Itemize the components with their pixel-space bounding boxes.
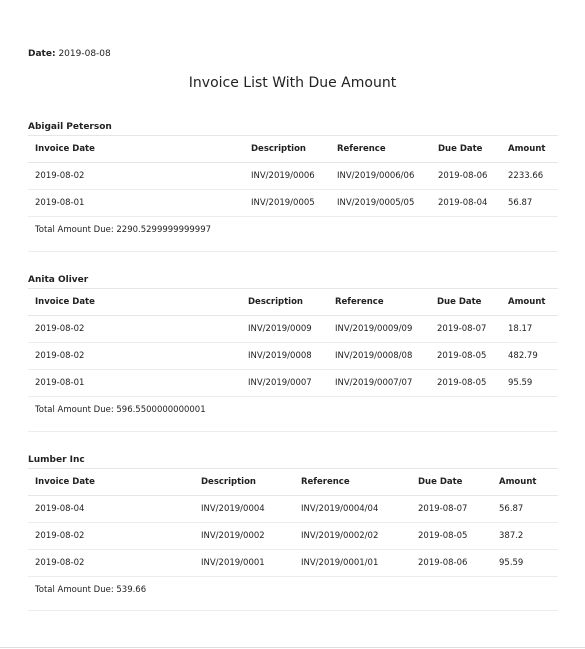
table-row <box>28 496 558 523</box>
table-row <box>28 370 558 397</box>
col-due-date: Due Date <box>430 289 501 316</box>
cell-due-date: 2019-08-04 <box>431 190 501 217</box>
cell-due-date: 2019-08-05 <box>430 370 501 397</box>
total-amount-due: Total Amount Due: 539.66 <box>35 585 147 595</box>
cell-description: INV/2019/0001 <box>194 550 294 577</box>
cell-reference: INV/2019/0006/06 <box>330 163 431 190</box>
invoice-table <box>28 135 558 243</box>
cell-amount: 482.79 <box>501 343 558 370</box>
total-row <box>28 217 558 244</box>
table-row <box>28 316 558 343</box>
customer-name: Abigail Peterson <box>28 122 112 132</box>
date-value: 2019-08-08 <box>58 49 111 59</box>
col-due-date: Due Date <box>431 136 501 163</box>
cell-due-date: 2019-08-06 <box>411 550 492 577</box>
col-reference: Reference <box>294 469 411 496</box>
report-date <box>28 49 111 59</box>
cell-invoice-date: 2019-08-01 <box>28 370 241 397</box>
col-description: Description <box>244 136 330 163</box>
col-amount: Amount <box>492 469 558 496</box>
cell-amount: 95.59 <box>501 370 558 397</box>
cell-amount: 2233.66 <box>501 163 558 190</box>
cell-invoice-date: 2019-08-01 <box>28 190 244 217</box>
cell-invoice-date: 2019-08-02 <box>28 523 194 550</box>
total-row <box>28 577 558 604</box>
cell-description: INV/2019/0002 <box>194 523 294 550</box>
table-row <box>28 163 558 190</box>
cell-invoice-date: 2019-08-04 <box>28 496 194 523</box>
table-row <box>28 523 558 550</box>
section-divider <box>28 251 558 252</box>
cell-reference: INV/2019/0007/07 <box>328 370 430 397</box>
col-reference: Reference <box>330 136 431 163</box>
cell-due-date: 2019-08-06 <box>431 163 501 190</box>
cell-description: INV/2019/0006 <box>244 163 330 190</box>
cell-invoice-date: 2019-08-02 <box>28 163 244 190</box>
section-divider <box>28 610 558 611</box>
date-label: Date: <box>28 49 56 59</box>
col-amount: Amount <box>501 136 558 163</box>
customer-name: Anita Oliver <box>28 275 89 285</box>
cell-reference: INV/2019/0004/04 <box>294 496 411 523</box>
col-invoice-date: Invoice Date <box>28 289 241 316</box>
col-invoice-date: Invoice Date <box>28 136 244 163</box>
cell-due-date: 2019-08-05 <box>430 343 501 370</box>
cell-reference: INV/2019/0009/09 <box>328 316 430 343</box>
page-title: Invoice List With Due Amount <box>188 75 397 91</box>
total-amount-due: Total Amount Due: 2290.5299999999997 <box>35 225 212 235</box>
cell-description: INV/2019/0007 <box>241 370 328 397</box>
cell-reference: INV/2019/0001/01 <box>294 550 411 577</box>
cell-amount: 56.87 <box>492 496 558 523</box>
table-row <box>28 190 558 217</box>
cell-amount: 387.2 <box>492 523 558 550</box>
cell-invoice-date: 2019-08-02 <box>28 550 194 577</box>
cell-description: INV/2019/0005 <box>244 190 330 217</box>
customer-name: Lumber Inc <box>28 455 85 465</box>
cell-invoice-date: 2019-08-02 <box>28 343 241 370</box>
col-invoice-date: Invoice Date <box>28 469 194 496</box>
cell-description: INV/2019/0004 <box>194 496 294 523</box>
invoice-table <box>28 468 558 603</box>
cell-amount: 56.87 <box>501 190 558 217</box>
total-amount-due: Total Amount Due: 596.5500000000001 <box>35 405 206 415</box>
table-header-row <box>28 289 558 316</box>
cell-due-date: 2019-08-05 <box>411 523 492 550</box>
invoice-table <box>28 288 558 423</box>
section-divider <box>28 431 558 432</box>
cell-amount: 18.17 <box>501 316 558 343</box>
table-row <box>28 550 558 577</box>
col-due-date: Due Date <box>411 469 492 496</box>
cell-reference: INV/2019/0002/02 <box>294 523 411 550</box>
cell-invoice-date: 2019-08-02 <box>28 316 241 343</box>
cell-reference: INV/2019/0005/05 <box>330 190 431 217</box>
cell-due-date: 2019-08-07 <box>411 496 492 523</box>
table-row <box>28 343 558 370</box>
table-header-row <box>28 136 558 163</box>
col-description: Description <box>194 469 294 496</box>
cell-reference: INV/2019/0008/08 <box>328 343 430 370</box>
cell-description: INV/2019/0009 <box>241 316 328 343</box>
cell-due-date: 2019-08-07 <box>430 316 501 343</box>
page-bottom-border <box>0 647 585 648</box>
col-reference: Reference <box>328 289 430 316</box>
table-header-row <box>28 469 558 496</box>
col-description: Description <box>241 289 328 316</box>
col-amount: Amount <box>501 289 558 316</box>
cell-amount: 95.59 <box>492 550 558 577</box>
cell-description: INV/2019/0008 <box>241 343 328 370</box>
total-row <box>28 397 558 424</box>
